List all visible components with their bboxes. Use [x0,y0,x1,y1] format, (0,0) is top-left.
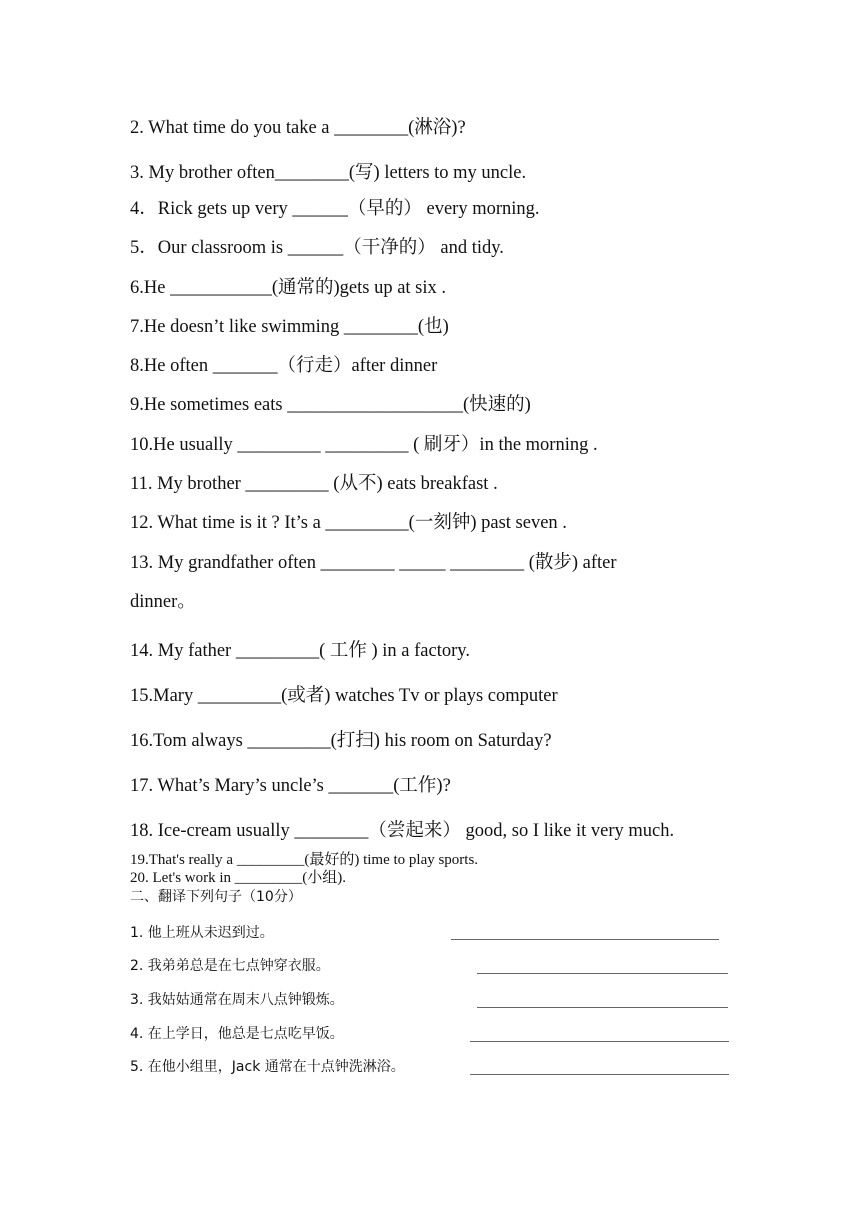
question-7: 7.He doesn’t like swimming ________(也) [130,317,449,337]
section-two-heading: 二、翻译下列句子（10分） [130,889,302,905]
question-9: 9.He sometimes eats ___________________(快速的) [130,395,531,415]
answer-line-3 [477,1007,728,1008]
answer-line-5 [470,1074,729,1075]
question-12: 12. What time is it ? It’s a _________(一刻钟) past seven . [130,513,567,533]
question-13-continued: dinner。 [130,592,196,612]
question-16: 16.Tom always _________(打扫) his room on Saturday? [130,731,552,751]
question-14: 14. My father _________( 工作 ) in a factory. [130,641,470,661]
translate-item-2: 2. 我弟弟总是在七点钟穿衣服。 [130,958,330,974]
question-2: 2. What time do you take a ________(淋浴)? [130,118,466,138]
question-20: 20. Let's work in _________(小组). [130,870,347,886]
question-18: 18. Ice-cream usually ________（尝起来） good, so I like it very much. [130,821,675,841]
translate-item-1: 1. 他上班从未迟到过。 [130,925,274,941]
question-13: 13. My grandfather often ________ _____ ________ (散步) after [130,553,617,573]
question-5: 5．Our classroom is ______（干净的） and tidy. [130,238,504,258]
question-10: 10.He usually _________ _________ ( 刷牙）in the morning . [130,435,598,455]
question-17: 17. What’s Mary’s uncle’s _______(工作)? [130,776,451,796]
translate-item-5: 5. 在他小组里，Jack 通常在十点钟洗淋浴。 [130,1059,405,1075]
question-8: 8.He often _______（行走）after dinner [130,356,438,376]
question-11: 11. My brother _________ (从不) eats breakfast . [130,474,498,494]
answer-line-2 [477,973,728,974]
answer-line-1 [451,939,719,940]
answer-line-4 [470,1041,729,1042]
question-6: 6.He ___________(通常的)gets up at six . [130,278,447,298]
question-4: 4．Rick gets up very ______（早的） every morning. [130,199,540,219]
translate-item-4: 4. 在上学日，他总是七点吃早饭。 [130,1026,344,1042]
question-19: 19.That's really a _________(最好的) time to play sports. [130,852,479,868]
question-15: 15.Mary _________(或者) watches Tv or plays computer [130,686,558,706]
translate-item-3: 3. 我姑姑通常在周末八点钟锻炼。 [130,992,344,1008]
question-3: 3. My brother often________(写) letters to my uncle. [130,163,527,183]
